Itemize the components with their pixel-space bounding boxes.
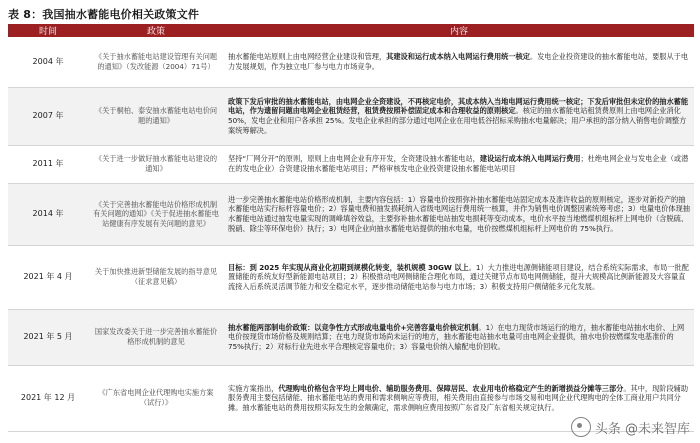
table-title: 表 8：我国抽水蓄能电价相关政策文件 [8,8,200,21]
table-row [8,87,694,145]
row-time: 2004 年 [8,37,88,87]
row-content [224,145,694,183]
content-bold-text: 抽水蓄能两部制电价政策：以竞争性方式形成电量电价+完善容量电价核定机制 [228,322,479,332]
table-body [8,37,694,431]
watermark [571,417,690,437]
row-policy: 关于加快推进新型储能发展的指导意见（征求意见稿） [88,245,224,309]
content-text: 。1）大力推进电源侧储能项目建设，结合系统实际需求，布局一批配置储能的系统友好型新能源电站项目；2）积极推动电网侧储能合理化布局，通过关键节点布局电网侧储能，提升大规模高比例新能源及大容量直流接入后系统灵活调节能力和安全稳定水平，逐步推动储能电站参与电力市场；3）积极支持用户侧储能多元化发展。 [228,262,689,291]
header-time: 时间 [8,24,88,37]
row-policy: 《关于桐柏、泰安抽水蓄能电站电价问题的通知》 [88,87,224,145]
policy-table [8,24,694,432]
content-text: 抽水蓄能电站原则上由电网经营企业建设和管理， [228,52,387,62]
row-time: 2021 年 4 月 [8,245,88,309]
content-text: 进一步完善抽水蓄能电站价格形成机制，主要内容包括：1）容量电价按照弥补抽水蓄能电站固定成本及准许收益的原则核定，逐步对新投产的抽水蓄能电站实行标杆容量电价；2）容量电费和抽发损耗纳入省级电网运行费用统一核算，并作为销售电价调整因素统筹考虑；3）电量电价体现抽水蓄能电站通过抽发电量实现的调峰填谷效益，主要弥补抽水蓄能电站抽发电损耗等变动成本，电价水平按当地燃煤机组标杆上网电价（含脱硫、脱硝、除尘等环保电价）执行；3）电网企业向抽水蓄能电站提供的抽水电量，电价按燃煤机组标杆上网电价的 75%执行。 [228,194,690,233]
content-bold-text: 其建设和运行成本纳入电网运行费用统一核定 [386,52,530,62]
table-row [8,145,694,183]
watermark-logo-icon [571,417,591,437]
content-text: 。其中，现阶段辅助服务费用主要包括储能、抽水蓄能电站的费用和需求侧响应等费用，相关费用由直接参与市场交易和电网企业代理购电的全体工商业用户共同分摊。抽水蓄能电站的费用按照实际发生的金额确定，需求侧响应费用按照广东省及广东省相关规定执行。 [228,383,689,412]
table-row [8,245,694,309]
row-time: 2014 年 [8,183,88,245]
content-text: ；杜绝电网企业与发电企业（或潜在的发电企业）合资建设抽水蓄能电站项目；严格审核发电企业投资建设抽水蓄能电站项目 [228,154,689,173]
row-policy: 国家发改委关于进一步完善抽水蓄能价格形成机制的意见 [88,309,224,365]
row-policy: 《广东省电网企业代理购电实施方案（试行）》 [88,365,224,431]
table-row [8,37,694,87]
content-text: 坚持“厂网分开”的原则，原则上由电网企业有序开发，全资建设抽水蓄能电站， [228,154,480,164]
row-time: 2021 年 12 月 [8,365,88,431]
row-time: 2007 年 [8,87,88,145]
policy-table-container [8,24,694,432]
row-policy: 《关于完善抽水蓄能电站价格形成机制有关问题的通知》《关于促进抽水蓄能电站健康有序发展有关问题的意见》 [88,183,224,245]
content-text: 。核定的抽水蓄能电站租赁费原则上由电网企业消化 50%，发电企业和用户各承担 25%。发电企业承担的部分通过电网企业在用电低谷招标采购抽水电量解决；用户承担的部分纳入销售电价调整方案统筹解决。 [228,106,687,135]
row-time: 2021 年 5 月 [8,309,88,365]
content-bold-text: 目标：到 2025 年实现从商业化初期到规模化转变，装机规模 30GW 以上 [228,262,469,272]
table-row [8,183,694,245]
content-bold-text: 建设运行成本纳入电网运行费用 [479,154,581,164]
row-policy: 《关于进一步做好抽水蓄能电站建设的通知》 [88,145,224,183]
row-content [224,309,694,365]
row-time: 2011 年 [8,145,88,183]
header-policy: 政策 [88,24,224,37]
watermark-text: 头条 @未来智库 [594,421,690,437]
row-policy: 《关于抽水蓄能电站建设管理有关问题的通知》（发改能源（2004）71号） [88,37,224,87]
table-row [8,309,694,365]
header-content: 内容 [224,24,694,37]
table-header [8,24,694,37]
row-content [224,87,694,145]
row-content [224,245,694,309]
content-bold-text: 政策下发后审批的抽水蓄能电站，由电网企业全资建设，不再核定电价，其成本纳入当地电网运行费用统一核定；下发后审批但未定价的抽水蓄能电站，作为遗留问题由电网企业租赁经营，租赁费按照补偿固定成本和合理收益的原则核定 [228,96,689,116]
row-content [224,37,694,87]
content-text: 实施方案指出， [228,383,279,393]
content-bold-text: 代理购电价格包含平均上网电价、辅助服务费用、保障居民、农业用电价格稳定产生的新增损益分摊等三部分 [278,383,624,393]
content-text: 。发电企业投资建设的抽水蓄能电站，要服从于电力发展规划，作为独立电厂参与电力市场竞争。 [228,52,689,71]
content-text: 。1）在电力现货市场运行的地方，抽水蓄能电站抽水电价、上网电价按现货市场价格及规则结算；在电力现货市场尚未运行的地方，抽水蓄能电站抽水电量可由电网企业提供，抽水电价按燃煤发电基准价的 75%执行；2）对标行业先进水平合理核定容量电价；3）容量电价纳入输配电价回收。 [228,322,685,351]
row-content [224,183,694,245]
